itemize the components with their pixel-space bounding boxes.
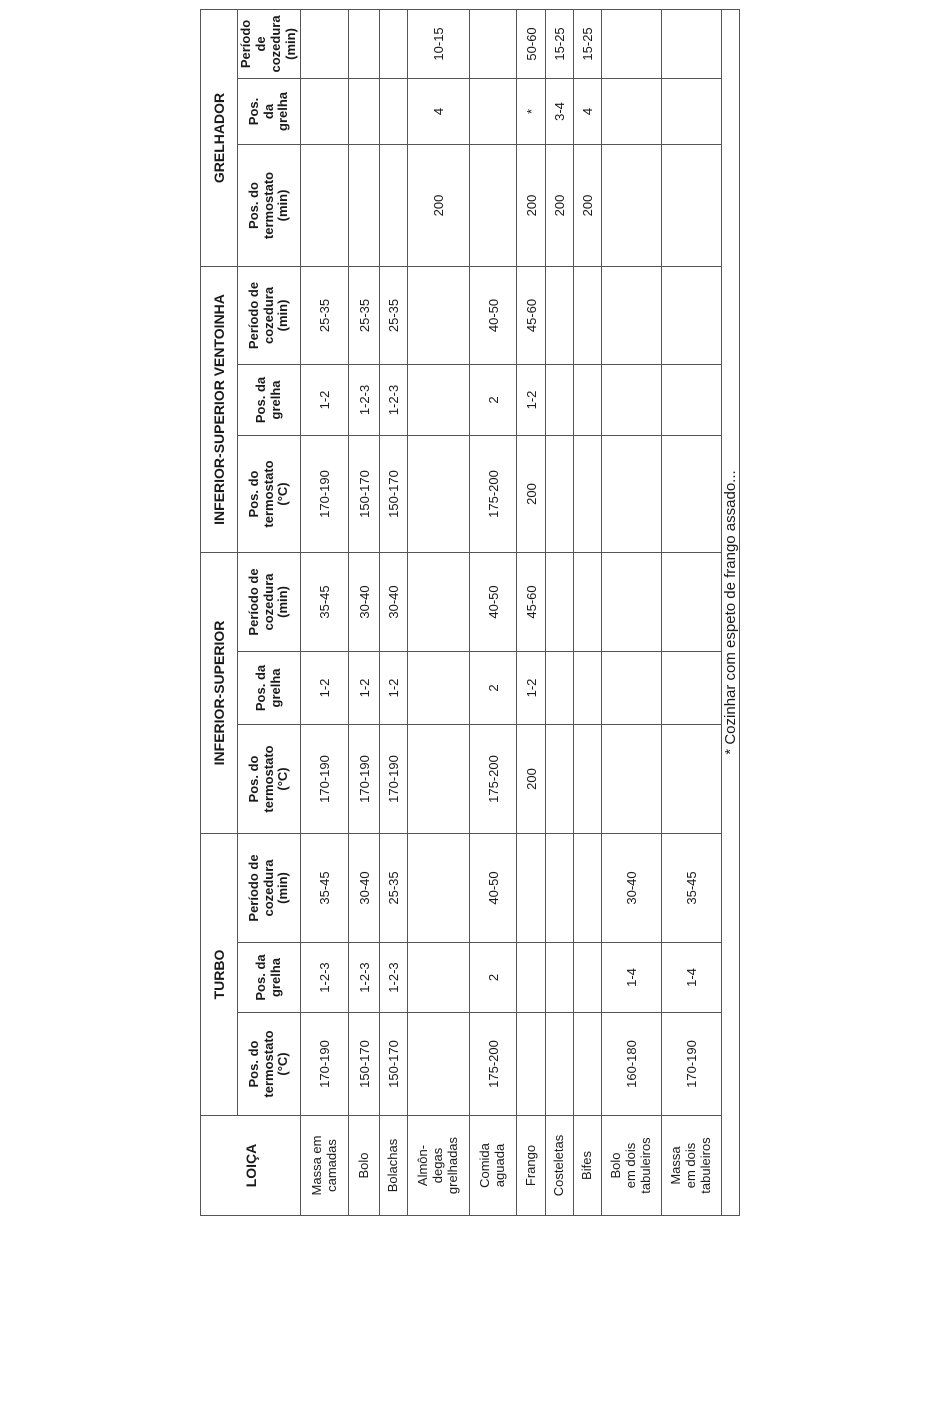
- value-cell: 170-190: [662, 1013, 722, 1116]
- value-cell: [574, 943, 602, 1013]
- table-row: [602, 9, 662, 1215]
- dish-column-header: LOIÇA: [201, 1116, 301, 1216]
- value-cell: [546, 552, 574, 651]
- value-cell: [408, 435, 470, 552]
- value-cell: 1-2-3: [380, 364, 408, 435]
- subheader-periodo: Período de cozedura (min): [238, 266, 301, 364]
- value-cell: [602, 9, 662, 78]
- value-cell: 1-2-3: [380, 943, 408, 1013]
- value-cell: [408, 266, 470, 364]
- value-cell: [408, 552, 470, 651]
- value-cell: [546, 651, 574, 724]
- value-cell: 150-170: [349, 435, 380, 552]
- value-cell: 175-200: [470, 435, 517, 552]
- value-cell: 4: [408, 78, 470, 144]
- group-header-inferior-superior: INFERIOR-SUPERIOR: [201, 552, 238, 833]
- value-cell: [408, 364, 470, 435]
- value-cell: 2: [470, 651, 517, 724]
- value-cell: 1-2: [349, 651, 380, 724]
- value-cell: [546, 435, 574, 552]
- cooking-table: [200, 9, 740, 1216]
- value-cell: [546, 943, 574, 1013]
- dish-cell: Costeletas: [546, 1116, 574, 1216]
- value-cell: 1-2: [380, 651, 408, 724]
- value-cell: [301, 144, 349, 266]
- value-cell: 175-200: [470, 1013, 517, 1116]
- value-cell: 25-35: [380, 833, 408, 942]
- dish-cell: Bolo: [349, 1116, 380, 1216]
- dish-cell: Bolachas: [380, 1116, 408, 1216]
- value-cell: 1-4: [602, 943, 662, 1013]
- value-cell: [574, 364, 602, 435]
- value-cell: 50-60: [517, 9, 546, 78]
- value-cell: [602, 364, 662, 435]
- dish-cell: Massa em camadas: [301, 1116, 349, 1216]
- subheader-periodo: Período de cozedura (min): [238, 9, 301, 78]
- value-cell: 2: [470, 943, 517, 1013]
- value-cell: 2: [470, 364, 517, 435]
- value-cell: [662, 651, 722, 724]
- value-cell: 1-2-3: [301, 943, 349, 1013]
- value-cell: 200: [546, 144, 574, 266]
- value-cell: [408, 943, 470, 1013]
- value-cell: [470, 78, 517, 144]
- subheader-grelha: Pos. da grelha: [238, 364, 301, 435]
- subheader-grelha: Pos. da grelha: [238, 78, 301, 144]
- value-cell: 160-180: [602, 1013, 662, 1116]
- value-cell: 1-2: [517, 364, 546, 435]
- value-cell: 200: [517, 724, 546, 833]
- value-cell: [602, 724, 662, 833]
- value-cell: 200: [517, 144, 546, 266]
- value-cell: [408, 833, 470, 942]
- table-row: [470, 9, 517, 1215]
- subheader-termostato-min: Pos. do termostato (min): [238, 144, 301, 266]
- value-cell: 35-45: [662, 833, 722, 942]
- group-header-inferior-superior-ventoinha: INFERIOR-SUPERIOR VENTOINHA: [201, 266, 238, 552]
- value-cell: 30-40: [349, 552, 380, 651]
- value-cell: [574, 724, 602, 833]
- value-cell: 150-170: [380, 435, 408, 552]
- value-cell: 45-60: [517, 266, 546, 364]
- table-row: [662, 9, 722, 1215]
- value-cell: [380, 9, 408, 78]
- subheader-termostato: Pos. do termostato (°C): [238, 724, 301, 833]
- value-cell: [408, 651, 470, 724]
- value-cell: [662, 435, 722, 552]
- value-cell: 1-2: [301, 364, 349, 435]
- value-cell: [662, 9, 722, 78]
- value-cell: [517, 943, 546, 1013]
- value-cell: [602, 435, 662, 552]
- value-cell: 40-50: [470, 552, 517, 651]
- value-cell: 200: [408, 144, 470, 266]
- value-cell: 1-2-3: [349, 943, 380, 1013]
- value-cell: 170-190: [301, 1013, 349, 1116]
- table-row: [349, 9, 380, 1215]
- value-cell: [349, 144, 380, 266]
- value-cell: 25-35: [380, 266, 408, 364]
- table-row: [380, 9, 408, 1215]
- dish-cell: Bolo em dois tabuleiros: [602, 1116, 662, 1216]
- value-cell: [546, 364, 574, 435]
- value-cell: [662, 552, 722, 651]
- value-cell: 170-190: [301, 724, 349, 833]
- value-cell: [602, 144, 662, 266]
- value-cell: 150-170: [380, 1013, 408, 1116]
- value-cell: [662, 724, 722, 833]
- value-cell: *: [517, 78, 546, 144]
- subheader-termostato: Pos. do termostato (°C): [238, 1013, 301, 1116]
- dish-cell: Bifes: [574, 1116, 602, 1216]
- value-cell: [574, 552, 602, 651]
- footnote: * Cozinhar com espeto de frango assado...: [722, 9, 740, 1215]
- value-cell: 15-25: [574, 9, 602, 78]
- dish-cell: Frango: [517, 1116, 546, 1216]
- rotated-table-wrapper: [200, 10, 748, 1216]
- value-cell: [662, 144, 722, 266]
- value-cell: [602, 266, 662, 364]
- value-cell: [602, 552, 662, 651]
- value-cell: [574, 266, 602, 364]
- value-cell: [349, 78, 380, 144]
- value-cell: 1-2: [517, 651, 546, 724]
- value-cell: 170-190: [380, 724, 408, 833]
- value-cell: 30-40: [380, 552, 408, 651]
- value-cell: 40-50: [470, 833, 517, 942]
- value-cell: [546, 266, 574, 364]
- value-cell: 35-45: [301, 552, 349, 651]
- value-cell: 25-35: [301, 266, 349, 364]
- value-cell: [574, 651, 602, 724]
- value-cell: 35-45: [301, 833, 349, 942]
- value-cell: 25-35: [349, 266, 380, 364]
- value-cell: [349, 9, 380, 78]
- value-cell: 30-40: [349, 833, 380, 942]
- value-cell: [380, 144, 408, 266]
- value-cell: 150-170: [349, 1013, 380, 1116]
- table-row: [301, 9, 349, 1215]
- value-cell: [408, 724, 470, 833]
- value-cell: [517, 1013, 546, 1116]
- value-cell: [602, 78, 662, 144]
- value-cell: 200: [517, 435, 546, 552]
- subheader-termostato: Pos. do termostato (°C): [238, 435, 301, 552]
- table-row: [517, 9, 546, 1215]
- footnote-row: [722, 9, 740, 1215]
- value-cell: 10-15: [408, 9, 470, 78]
- subheader-periodo: Período de cozedura (min): [238, 552, 301, 651]
- value-cell: [380, 78, 408, 144]
- group-header-turbo: TURBO: [201, 833, 238, 1115]
- value-cell: [546, 833, 574, 942]
- value-cell: 1-2-3: [349, 364, 380, 435]
- table-body: [301, 9, 722, 1215]
- value-cell: 1-4: [662, 943, 722, 1013]
- value-cell: [662, 364, 722, 435]
- table-row: [546, 9, 574, 1215]
- group-header-grelhador: GRELHADOR: [201, 9, 238, 266]
- value-cell: 175-200: [470, 724, 517, 833]
- value-cell: [301, 9, 349, 78]
- sub-header-row: [238, 9, 301, 1215]
- value-cell: 4: [574, 78, 602, 144]
- value-cell: [574, 1013, 602, 1116]
- subheader-grelha: Pos. da grelha: [238, 651, 301, 724]
- value-cell: 200: [574, 144, 602, 266]
- value-cell: [470, 144, 517, 266]
- value-cell: 3-4: [546, 78, 574, 144]
- value-cell: [301, 78, 349, 144]
- subheader-grelha: Pos. da grelha: [238, 943, 301, 1013]
- value-cell: 30-40: [602, 833, 662, 942]
- value-cell: [408, 1013, 470, 1116]
- table-row: [408, 9, 470, 1215]
- value-cell: [662, 78, 722, 144]
- value-cell: 40-50: [470, 266, 517, 364]
- value-cell: [662, 266, 722, 364]
- value-cell: [470, 9, 517, 78]
- group-header-row: [201, 9, 238, 1215]
- table-row: [574, 9, 602, 1215]
- value-cell: [517, 833, 546, 942]
- value-cell: 1-2: [301, 651, 349, 724]
- dish-cell: Almôn- degas grelhadas: [408, 1116, 470, 1216]
- value-cell: [574, 833, 602, 942]
- value-cell: [546, 724, 574, 833]
- value-cell: [602, 651, 662, 724]
- value-cell: 15-25: [546, 9, 574, 78]
- value-cell: 45-60: [517, 552, 546, 651]
- value-cell: [546, 1013, 574, 1116]
- dish-cell: Comida aguada: [470, 1116, 517, 1216]
- value-cell: 170-190: [301, 435, 349, 552]
- subheader-periodo: Período de cozedura (min): [238, 833, 301, 942]
- value-cell: 170-190: [349, 724, 380, 833]
- dish-cell: Massa em dois tabuleiros: [662, 1116, 722, 1216]
- value-cell: [574, 435, 602, 552]
